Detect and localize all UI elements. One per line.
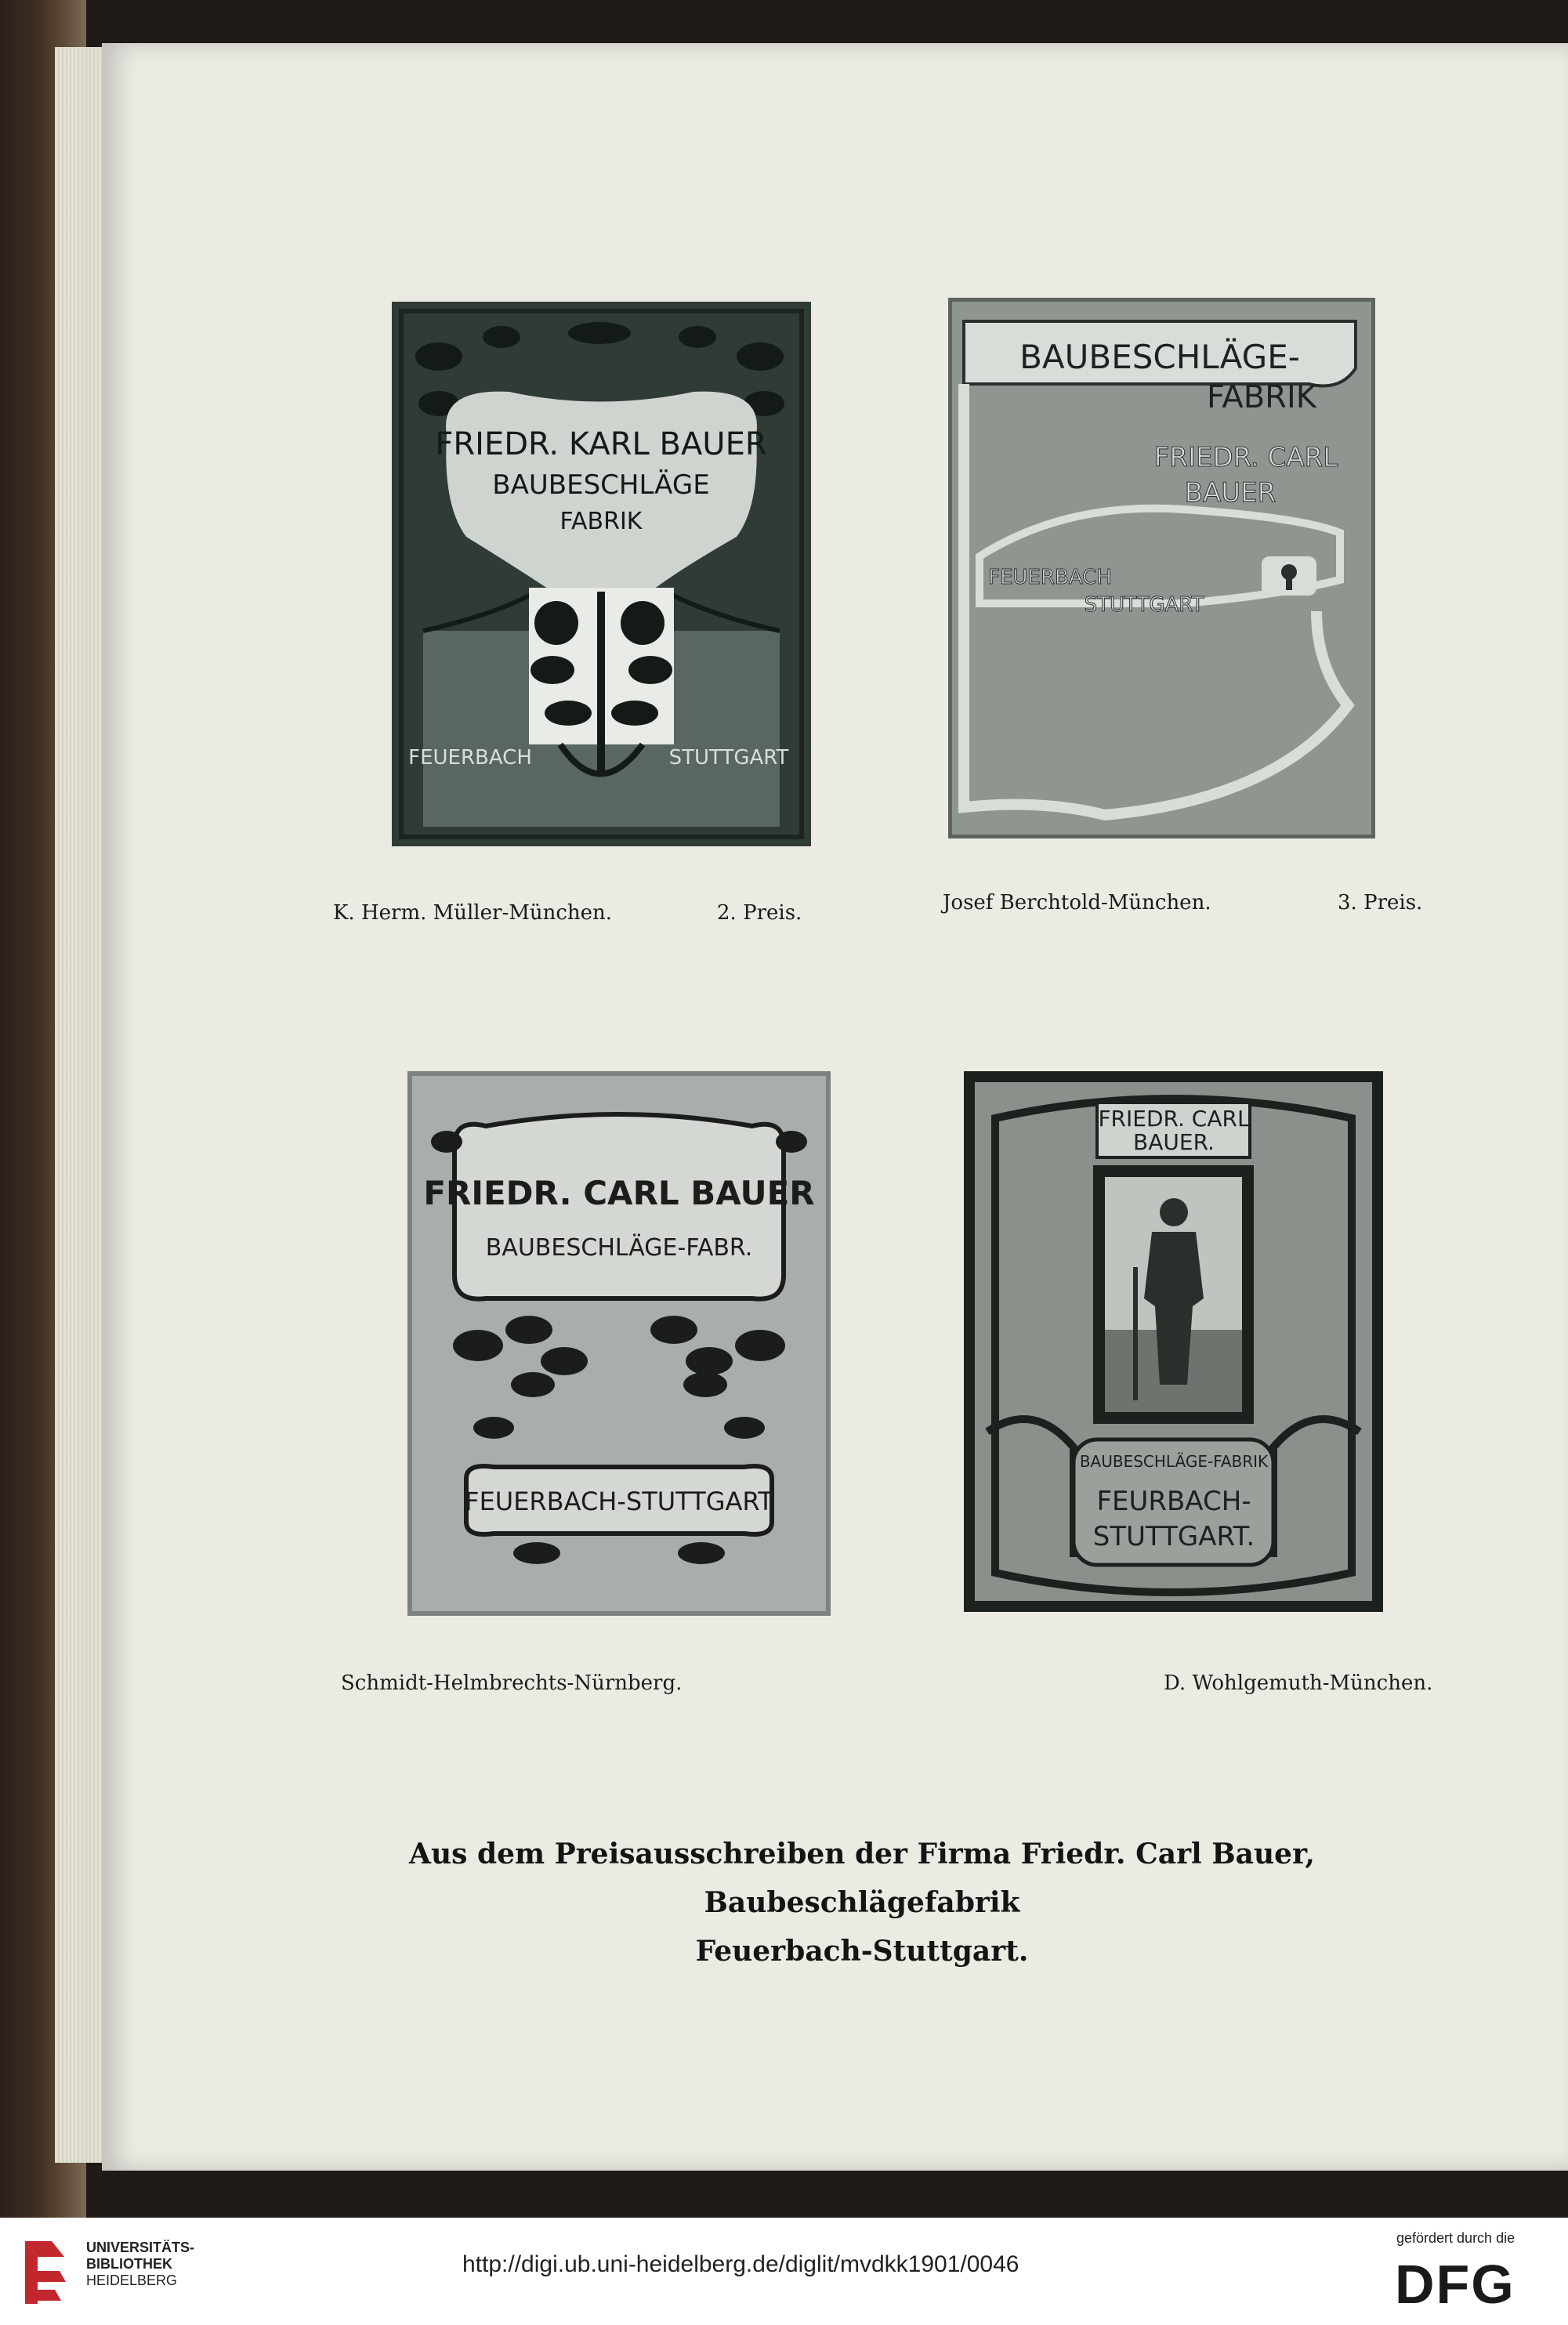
plate-2-artwork bbox=[948, 298, 1375, 838]
plate-4-text-1: BAUER. bbox=[1133, 1129, 1215, 1155]
plate-4-text-0: FRIEDR. CARL bbox=[1098, 1106, 1250, 1132]
plate-4-artwork bbox=[964, 1071, 1383, 1612]
plate-schmidt bbox=[407, 1071, 831, 1616]
plate-3-text-2: FEUERBACH-STUTTGART bbox=[465, 1487, 773, 1516]
plate-2-text-4: FEUERBACH bbox=[988, 566, 1112, 589]
plate-2-text-1: FABRIK bbox=[1207, 379, 1316, 415]
dfg-logo[interactable]: DFG bbox=[1395, 2254, 1515, 2315]
library-name-line-3: HEIDELBERG bbox=[86, 2272, 178, 2288]
plate-4-text-4: STUTTGART. bbox=[1092, 1521, 1255, 1552]
plate-1-text-1: BAUBESCHLÄGE bbox=[492, 469, 710, 501]
plate-2-text-3: BAUER bbox=[1184, 477, 1276, 509]
page-caption bbox=[282, 1830, 1442, 1976]
caption-plate-3-artist: Schmidt-Helmbrechts-Nürnberg. bbox=[341, 1671, 683, 1695]
plate-2-text-2: FRIEDR. CARL bbox=[1153, 442, 1338, 473]
plate-1-text-0: FRIEDR. KARL BAUER bbox=[435, 426, 767, 462]
library-name-line-2: BIBLIOTHEK bbox=[86, 2256, 172, 2272]
plate-3-text-0: FRIEDR. CARL BAUER bbox=[423, 1174, 815, 1212]
plate-1-text-3: FEUERBACH bbox=[408, 746, 532, 770]
plate-3-artwork bbox=[407, 1071, 831, 1616]
caption-plate-1-artist: K. Herm. Müller-München. bbox=[333, 901, 613, 925]
caption-plate-2-prize: 3. Preis. bbox=[1338, 891, 1423, 914]
caption-plate-4-artist: D. Wohlgemuth-München. bbox=[1164, 1671, 1433, 1695]
plate-4-text-2: BAUBESCHLÄGE-FABRIK bbox=[1079, 1452, 1269, 1471]
plate-3-text-1: BAUBESCHLÄGE-FABR. bbox=[485, 1234, 753, 1262]
page-caption-line-1: Aus dem Preisausschreiben der Firma Friedr. Carl Bauer, Baubeschlägefabrik bbox=[409, 1838, 1315, 1919]
permalink-url[interactable]: http://digi.ub.uni-heidelberg.de/diglit/mvdkk1901/0046 bbox=[462, 2251, 1019, 2277]
plate-2-text-5: STUTTGART bbox=[1084, 593, 1204, 617]
university-library-logo-icon[interactable] bbox=[20, 2233, 69, 2312]
funding-label: gefördert durch die bbox=[1396, 2230, 1515, 2246]
caption-plate-1-prize: 2. Preis. bbox=[717, 901, 802, 925]
caption-plate-2-artist: Josef Berchtold-München. bbox=[943, 891, 1211, 914]
plate-1-text-4: STUTTGART bbox=[668, 746, 789, 770]
library-name-line-1: UNIVERSITÄTS- bbox=[86, 2240, 195, 2255]
plate-1-artwork bbox=[392, 302, 811, 846]
plate-berchtold bbox=[948, 298, 1375, 838]
plate-wohlgemuth bbox=[964, 1071, 1383, 1612]
plate-4-text-3: FEURBACH- bbox=[1096, 1486, 1251, 1517]
university-library-name[interactable] bbox=[86, 2240, 194, 2289]
plate-2-text-0: BAUBESCHLÄGE- bbox=[1019, 338, 1300, 376]
plate-mueller bbox=[392, 302, 811, 846]
page-caption-line-2: Feuerbach-Stuttgart. bbox=[695, 1935, 1029, 1968]
plate-1-text-2: FABRIK bbox=[559, 508, 643, 535]
